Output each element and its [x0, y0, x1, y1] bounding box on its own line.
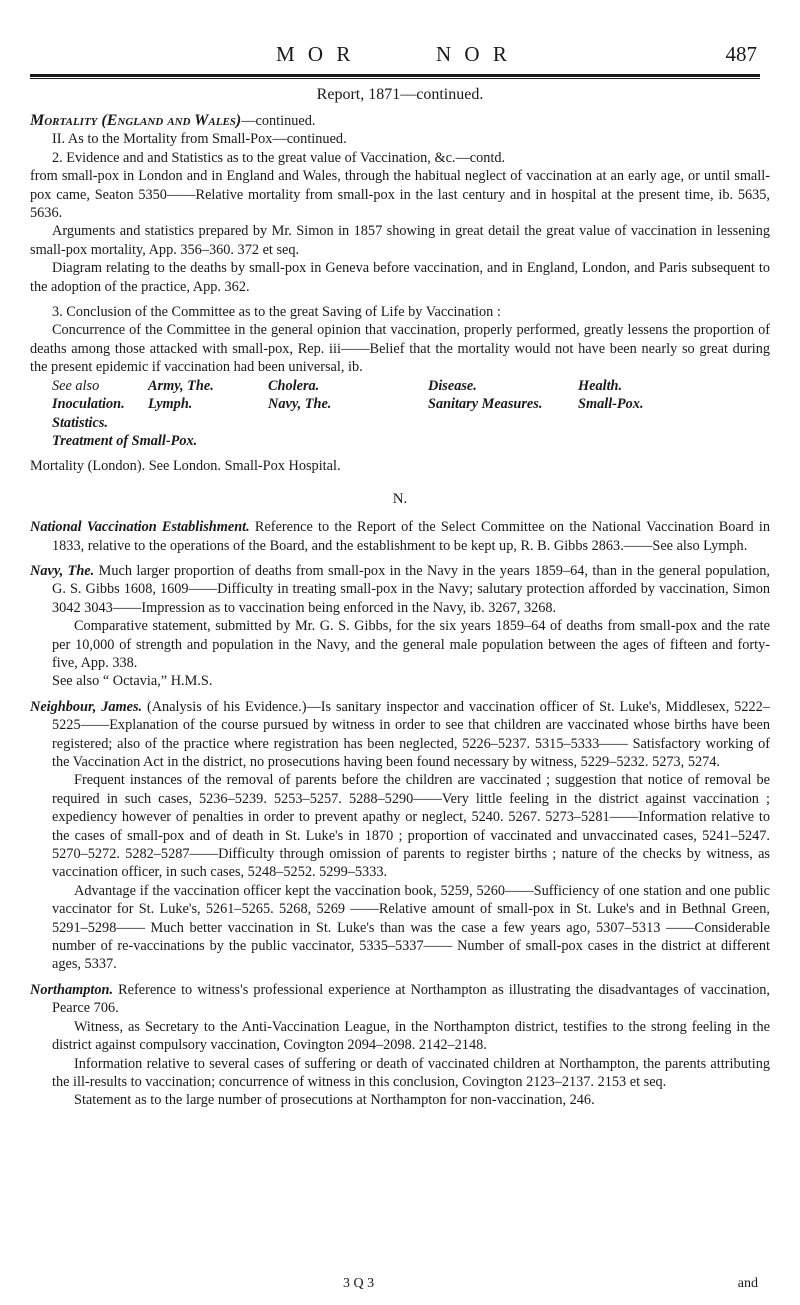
see-also-ref[interactable]: Disease.	[428, 377, 477, 394]
report-line-text: Report, 1871—continued.	[316, 86, 484, 103]
entry-head: Navy, The.	[30, 562, 95, 579]
see-also-ref[interactable]: Cholera.	[268, 377, 320, 394]
footer	[0, 1276, 800, 1298]
mortality-london-ref: Mortality (London). See London. Small-Pox Hospital.	[30, 458, 341, 475]
entry-paragraph: Advantage if the vaccination officer kept the vaccination book, 5259, 5260——Sufficiency of one station and one public vaccinator for St. Luke's, 5261–5265. 5268, 5269 ——Relative amount of small-pox in St. Luke's and in Bethnal Green, 5291–5298—— Much better vaccination in St. Luke's than was the case a few years ago, 5307–5313 ——Considerable number of re-vaccinations by the public vaccinator, 5335–5337—— Number of small-pox cases in the district at different ages, 5337.	[52, 882, 770, 973]
spacer	[30, 296, 770, 303]
entry-paragraph: Statement as to the large number of prosecutions at Northampton for non-vaccination, 246.	[74, 1092, 595, 1109]
see-also-label	[52, 377, 148, 395]
report-line	[0, 86, 800, 104]
see-also-ref[interactable]: Statistics.	[52, 414, 109, 431]
entry-neighbour	[30, 698, 770, 772]
header-rule-thin	[30, 78, 760, 79]
entry-paragraph: Witness, as Secretary to the Anti-Vaccination League, in the Northampton district, testifies to the strong feeling in the district against compulsory vaccination, Covington 2094–2098. 2142–2148.	[52, 1018, 770, 1054]
see-also-ref[interactable]: Army, The.	[148, 377, 214, 394]
entry-text: (Analysis of his Evidence.)—Is sanitary inspector and vaccination officer of St. Luke's, Middlesex, 5222–5225——Explanation of the course pursued by witness in order to see that children are vaccinated whose births have been registered; also of the practice where registration has been neglected, 5226–5237. 5315–5333—— Satisfactory working of the Vaccination Act in the district, no prosecutions having been found necessary by witness, 5229–5232. 5273, 5274.	[52, 698, 770, 770]
see-also-ref[interactable]: Health.	[578, 377, 623, 394]
entry-text: Much larger proportion of deaths from small-pox in the Navy in the years 1859–64, than in the general population, G. S. Gibbs 1608, 1609——Difficulty in treating small-pox in the Navy; salutary protection afforded by vaccination, Simon 3042 3043——Impression as to vaccination being enforced in the Navy, ib. 3267, 3268.	[52, 562, 770, 616]
entry-head: National Vaccination Establishment.	[30, 519, 250, 536]
item2-paragraph-2: Arguments and statistics prepared by Mr. Simon in 1857 showing in great detail the great value of vaccination in lessening small-pox mortality, App. 356–360. 372 et seq.	[30, 223, 770, 258]
entry-navy	[30, 562, 770, 617]
item3-heading: 3. Conclusion of the Committee as to the great Saving of Life by Vaccination :	[52, 304, 501, 321]
spacer	[30, 974, 770, 981]
spacer	[30, 691, 770, 698]
section-title	[30, 112, 770, 130]
item2-paragraph-3: Diagram relating to the deaths by small-pox in Geneva before vaccination, and in England, London, and Paris subsequent to the adoption of the practice, App. 362.	[30, 260, 770, 295]
item3-text: Concurrence of the Committee in the general opinion that vaccination, properly performed, greatly lessens the proportion of deaths among those attacked with small-pox, Rep. iii——Belief that the mortality would not have been nearly so great during the present epidemic if vaccination had been universal, ib.	[30, 322, 770, 376]
entry-northampton	[30, 981, 770, 1018]
entry-paragraph: Frequent instances of the removal of parents before the children are vaccinated ; suggestion that notice of removal be required in such cases, 5236–5239. 5253–5257. 5288–5290——Very little feeling in the district against vaccination ; expediency however of penalties in order to prevent apathy or neglect, 5240. 5267. 5273–5281——Information relative to the cases of small-pox and of death in St. Luke's in 1870 ; proportion of vaccinated and unvaccinated cases, 5241–5247. 5270–5272. 5282–5287——Difficulty through omission of parents to register births ; nature of the checks by witness, as vaccination officer, in such cases, 5248–5252. 5299–5333.	[52, 772, 770, 881]
see-also-ref[interactable]: Lymph.	[148, 396, 193, 413]
see-also-ref[interactable]: Small-Pox.	[578, 396, 644, 413]
see-also-ref[interactable]: Sanitary Measures.	[428, 396, 543, 413]
entry-text: Reference to witness's professional experience at Northampton as illustrating the disadvantages of vaccination, Pearce 706.	[52, 981, 770, 1017]
entry-head: Neighbour, James.	[30, 698, 143, 715]
entry-see-also: See also “ Octavia,” H.M.S.	[52, 673, 213, 690]
spacer	[30, 450, 770, 457]
signature-mark: 3 Q 3	[343, 1276, 375, 1291]
catchword: and	[737, 1276, 758, 1291]
header-rule-thick	[30, 74, 760, 77]
see-also-label-text: See also	[52, 377, 100, 394]
entry-paragraph: Comparative statement, submitted by Mr. G. S. Gibbs, for the six years 1859–64 of deaths from small-pox and the rate per 10,000 of strength and population in the Navy, and the general male population between the ages of fifteen and forty-five, App. 338.	[52, 618, 770, 671]
item2-text: from small-pox in London and in England and Wales, through the habitual neglect of vaccination at an early age, or until small-pox came, Seaton 5350——Relative mortality from small-pox in the last century and in hospital at the present time, ib. 5635, 5636.	[30, 168, 770, 222]
entry-text: Reference to the Report of the Select Committee on the National Vaccination Board in 1833, relative to the operations of the Board, and the establishment to be kept up, R. B. Gibbs 2863.——See also Lymph.	[52, 519, 770, 554]
index-body	[30, 112, 770, 1110]
subsection-heading: II. As to the Mortality from Small-Pox—continued.	[52, 131, 347, 148]
item2-heading: 2. Evidence and and Statistics as to the great value of Vaccination, &c.—contd.	[52, 149, 506, 166]
see-also-grid	[30, 377, 770, 432]
see-also-ref[interactable]: Navy, The.	[268, 396, 332, 413]
header-left: M O R	[276, 42, 355, 66]
section-title-cont: —continued.	[241, 113, 316, 129]
see-also-ref[interactable]: Inoculation.	[52, 396, 125, 413]
spacer	[30, 555, 770, 562]
letter-heading: N.	[392, 490, 408, 507]
entry-paragraph: Information relative to several cases of suffering or death of vaccinated children at Northampton, the parents attributing the ill-results to vaccination; concurrence of witness in this conclusion, Covington 2123–2137. 2153 et seq.	[52, 1055, 770, 1090]
section-title-main: Mortality (England and Wales)	[30, 112, 242, 129]
header-right: N O R	[436, 42, 511, 66]
page-number: 487	[725, 42, 757, 66]
running-header	[0, 42, 800, 70]
see-also-last[interactable]: Treatment of Small-Pox.	[52, 432, 198, 449]
entry-national-vaccination	[30, 518, 770, 555]
entry-head: Northampton.	[30, 981, 114, 998]
